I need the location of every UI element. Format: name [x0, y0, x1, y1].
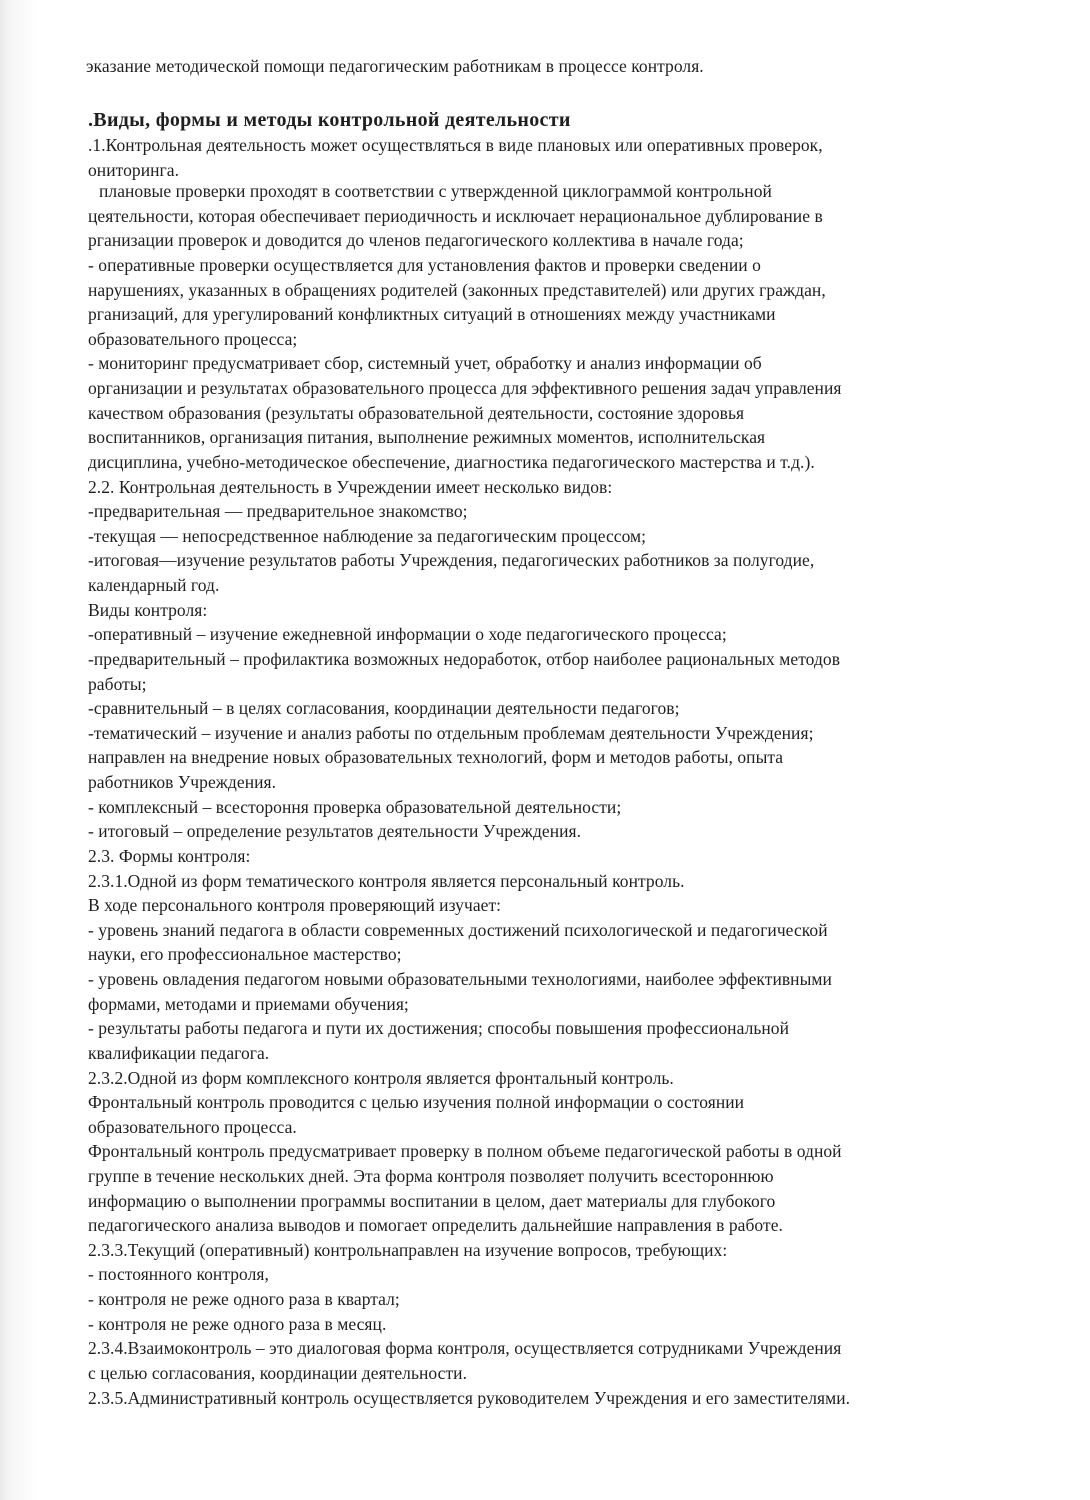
text-line: - постоянного контроля,	[88, 1264, 269, 1284]
text-line: эказание методической помощи педагогическим работникам в процессе контроля.	[86, 56, 704, 76]
text-line: .1.Контрольная деятельность может осуществляться в виде плановых или оперативных проверок,	[88, 135, 823, 155]
text-line: В ходе персонального контроля проверяющий изучает:	[88, 895, 502, 915]
text-line: квалификации педагога.	[88, 1043, 270, 1063]
text-line: ониторинга.	[88, 160, 179, 180]
text-line: Фронтальный контроль проводится с целью изучения полной информации о состоянии	[88, 1092, 745, 1112]
text-line: рганизаций, для урегулирований конфликтных ситуаций в отношениях между участниками	[88, 304, 776, 324]
text-line: работников Учреждения.	[88, 772, 277, 792]
text-line: цеятельности, которая обеспечивает периодичность и исключает нерациональное дублирование в	[88, 206, 823, 226]
text-line: направлен на внедрение новых образовательных технологий, форм и методов работы, опыта	[88, 747, 784, 767]
text-line: календарный год.	[88, 575, 220, 595]
text-line: образовательного процесса;	[88, 329, 298, 349]
text-line: качеством образования (результаты образовательной деятельности, состояние здоровья	[88, 403, 745, 423]
text-line: дисциплина, учебно-методическое обеспечение, диагностика педагогического мастерства и т.д.).	[88, 452, 815, 472]
text-line: 2.3.3.Текущий (оперативный) контрольнаправлен на изучение вопросов, требующих:	[88, 1240, 728, 1260]
text-line: 2.3.5.Административный контроль осуществляется руководителем Учреждения и его заместителями.	[88, 1388, 851, 1408]
text-line: Фронтальный контроль предусматривает проверку в полном объеме педагогической работы в одной	[88, 1141, 842, 1161]
text-line: -текущая — непосредственное наблюдение за педагогическим процессом;	[88, 526, 647, 546]
text-line: воспитанников, организация питания, выполнение режимных моментов, исполнительская	[88, 427, 766, 447]
text-line: Виды контроля:	[88, 600, 208, 620]
text-line: - контроля не реже одного раза в квартал;	[88, 1289, 400, 1309]
text-line: -тематический – изучение и анализ работы по отдельным проблемам деятельности Учреждения;	[88, 723, 814, 743]
text-line: - контроля не реже одного раза в месяц.	[88, 1314, 387, 1334]
text-line: 2.2. Контрольная деятельность в Учреждении имеет несколько видов:	[88, 477, 613, 497]
text-line: образовательного процесса.	[88, 1117, 297, 1137]
text-line: - комплексный – всестороння проверка образовательной деятельности;	[88, 797, 622, 817]
text-line: - уровень овладения педагогом новыми образовательными технологиями, наиболее эффективными	[88, 969, 832, 989]
text-line: организации и результатах образовательного процесса для эффективного решения задач управления	[88, 378, 842, 398]
text-line: - мониторинг предусматривает сбор, системный учет, обработку и анализ информации об	[88, 353, 762, 373]
text-line: рганизации проверок и доводится до членов педагогического коллектива в начале года;	[88, 230, 744, 250]
text-line: нарушениях, указанных в обращениях родителей (законных представителей) или других граждан,	[88, 280, 826, 300]
text-line: 2.3. Формы контроля:	[88, 846, 251, 866]
text-line: -итоговая—изучение результатов работы Учреждения, педагогических работников за полугодие,	[88, 550, 815, 570]
text-line: педагогического анализа выводов и помогает определить дальнейшие направления в работе.	[88, 1215, 783, 1235]
text-line: - итоговый – определение результатов деятельности Учреждения.	[88, 821, 582, 841]
text-line: 2.3.2.Одной из форм комплексного контроля является фронтальный контроль.	[88, 1068, 674, 1088]
section-heading: .Виды, формы и методы контрольной деятельности	[88, 109, 571, 131]
text-line: плановые проверки проходят в соответствии с утвержденной циклограммой контрольной	[99, 181, 772, 201]
text-line: - оперативные проверки осуществляется для установления фактов и проверки сведении о	[88, 255, 761, 275]
text-line: 2.3.1.Одной из форм тематического контроля является персональный контроль.	[88, 871, 685, 891]
text-line: с целью согласования, координации деятельности.	[88, 1363, 468, 1383]
text-line: науки, его профессиональное мастерство;	[88, 944, 402, 964]
text-line: формами, методами и приемами обучения;	[88, 994, 409, 1014]
text-line: -предварительная — предварительное знакомство;	[88, 501, 468, 521]
text-line: -предварительный – профилактика возможных недоработок, отбор наиболее рациональных методов	[88, 649, 841, 669]
text-line: - результаты работы педагога и пути их достижения; способы повышения профессиональной	[88, 1018, 790, 1038]
text-line: информацию о выполнении программы воспитании в целом, дает материалы для глубокого	[88, 1191, 776, 1211]
text-line: - уровень знаний педагога в области современных достижений психологической и педагогической	[88, 920, 828, 940]
text-line: -оперативный – изучение ежедневной информации о ходе педагогического процесса;	[88, 624, 727, 644]
text-line: -сравнительный – в целях согласования, координации деятельности педагогов;	[88, 698, 680, 718]
text-line: 2.3.4.Взаимоконтроль – это диалоговая форма контроля, осуществляется сотрудниками Учреждения	[88, 1338, 842, 1358]
text-line: работы;	[88, 674, 147, 694]
text-line: группе в течение нескольких дней. Эта форма контроля позволяет получить всестороннюю	[88, 1166, 774, 1186]
